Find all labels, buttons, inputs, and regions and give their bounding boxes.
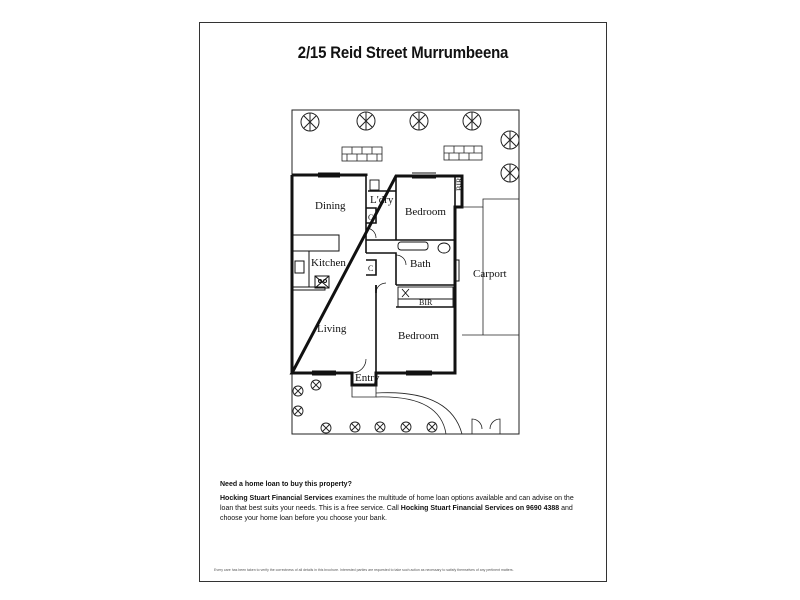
tree-icon [357,112,375,130]
room-label-entry: Entry [355,372,380,384]
floorplan-sheet [199,22,607,582]
tree-icon [463,112,481,130]
tree-icon-group-bottom [293,380,437,433]
paver-icon [342,146,482,161]
room-label-laundry: L'dry [370,194,394,206]
promo-company: Hocking Stuart Financial Services [220,495,333,502]
room-label-bath: Bath [410,258,431,270]
tree-icon [501,131,519,149]
promo-text-2: and choose your home loan before you choose your bank. [220,505,573,522]
tree-icon [293,386,303,396]
tree-icon [321,423,331,433]
room-label-carport: Carport [473,268,507,280]
tree-icon [293,406,303,416]
promo-heading: Need a home loan to buy this property? [220,481,352,488]
tree-icon-group [301,112,519,182]
tree-icon [350,422,360,432]
tree-icon [375,422,385,432]
room-label-bedroom-1: Bedroom [405,206,446,218]
cupboard-label-2: C [368,264,374,273]
room-label-dining: Dining [315,200,346,212]
promo-text-1: examines the multitude of home loan options available and can advise on the loan that best suits your needs. This is a free service. Call [220,495,574,512]
cupboard-label-1: C [368,213,374,222]
disclaimer-text: Every care has been taken to verify the correctness of all details in this brochure. Interested parties are requested to take such action as necessary to satisfy themselves of any pertinent matters. [214,568,514,572]
promo-company-phone: Hocking Stuart Financial Services on 9690 4388 [400,505,560,512]
room-label-bir-1: BIR [455,177,464,191]
tree-icon [501,164,519,182]
promo-body [220,494,588,524]
home-loan-promo [220,480,588,524]
carport-outline [462,199,519,335]
room-label-living: Living [317,323,347,335]
room-label-bir-2: BIR [419,298,433,307]
laundry-trough [370,180,379,190]
tree-icon [401,422,411,432]
tree-icon [301,113,319,131]
page-title: 2/15 Reid Street Murrumbeena [297,43,509,62]
tree-icon [311,380,321,390]
room-label-kitchen: Kitchen [311,257,346,269]
tree-icon [427,422,437,432]
entry-porch [352,385,500,434]
tree-icon [410,112,428,130]
room-label-bedroom-2: Bedroom [398,330,439,342]
